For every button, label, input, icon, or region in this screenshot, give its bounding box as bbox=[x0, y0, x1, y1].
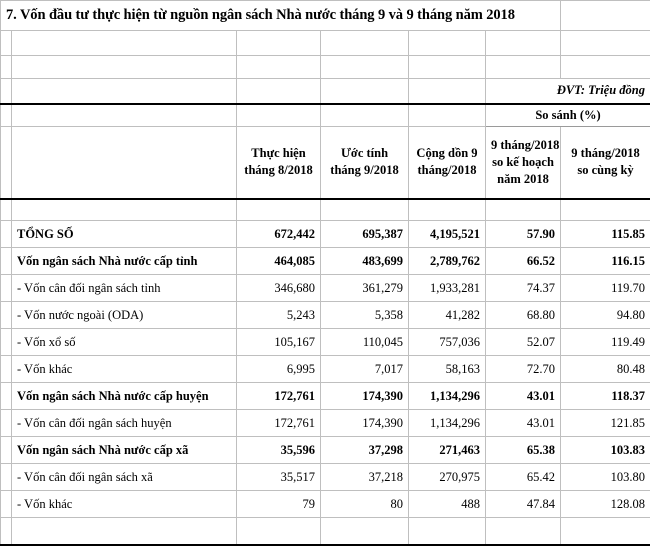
cell-value: 695,387 bbox=[321, 221, 409, 248]
table-row bbox=[1, 491, 650, 518]
row-label: Vốn ngân sách Nhà nước cấp tỉnh bbox=[12, 248, 237, 275]
row-edge-cell bbox=[1, 383, 12, 410]
cell-value: 121.85 bbox=[561, 410, 650, 437]
cell-value: 174,390 bbox=[321, 410, 409, 437]
table-row bbox=[1, 356, 650, 383]
cell-value: 35,596 bbox=[237, 437, 321, 464]
cell-value: 37,218 bbox=[321, 464, 409, 491]
row-label: - Vốn khác bbox=[12, 356, 237, 383]
header-col5-line2: so cùng kỳ bbox=[577, 163, 633, 177]
header-blank-col2 bbox=[321, 104, 409, 127]
row-label: Vốn ngân sách Nhà nước cấp xã bbox=[12, 437, 237, 464]
header-col1-line1: Thực hiện bbox=[251, 146, 305, 160]
cell-value: 116.15 bbox=[561, 248, 650, 275]
header-col4-line3: năm 2018 bbox=[497, 172, 549, 186]
unit-row bbox=[1, 79, 650, 104]
cell-value: 80 bbox=[321, 491, 409, 518]
cell-value: 5,243 bbox=[237, 302, 321, 329]
table-row bbox=[1, 383, 650, 410]
cell-value: 94.80 bbox=[561, 302, 650, 329]
row-edge-cell bbox=[1, 356, 12, 383]
cell-value: 270,975 bbox=[409, 464, 486, 491]
cell-value: 115.85 bbox=[561, 221, 650, 248]
header-col2 bbox=[321, 127, 409, 199]
table-body bbox=[1, 221, 650, 518]
table-row bbox=[1, 329, 650, 356]
header-col5 bbox=[561, 127, 650, 199]
cell-value: 65.38 bbox=[486, 437, 561, 464]
blank-cell bbox=[561, 31, 650, 56]
table-row bbox=[1, 248, 650, 275]
row-edge-cell bbox=[1, 410, 12, 437]
row-edge-cell bbox=[1, 104, 12, 127]
header-col4-line1: 9 tháng/2018 bbox=[491, 138, 559, 152]
header-col4 bbox=[486, 127, 561, 199]
header-col4-line2: so kế hoạch bbox=[492, 155, 554, 169]
row-label: - Vốn xổ số bbox=[12, 329, 237, 356]
cell-value: 464,085 bbox=[237, 248, 321, 275]
row-label: TỔNG SỐ bbox=[12, 221, 237, 248]
blank-cell bbox=[237, 518, 321, 545]
header-col2-line2: tháng 9/2018 bbox=[330, 163, 398, 177]
table-row bbox=[1, 302, 650, 329]
trailing-blank-row bbox=[1, 518, 650, 545]
header-blank-col3 bbox=[409, 104, 486, 127]
blank-cell bbox=[321, 79, 409, 104]
cell-value: 68.80 bbox=[486, 302, 561, 329]
cell-value: 346,680 bbox=[237, 275, 321, 302]
page-title: 7. Vốn đầu tư thực hiện từ nguồn ngân sách Nhà nước tháng 9 và 9 tháng năm 2018 bbox=[1, 1, 561, 31]
cell-value: 41,282 bbox=[409, 302, 486, 329]
blank-row-1 bbox=[1, 31, 650, 56]
table-row bbox=[1, 275, 650, 302]
cell-value: 119.70 bbox=[561, 275, 650, 302]
cell-value: 672,442 bbox=[237, 221, 321, 248]
cell-value: 1,134,296 bbox=[409, 383, 486, 410]
blank-cell bbox=[409, 31, 486, 56]
cell-value: 1,933,281 bbox=[409, 275, 486, 302]
cell-value: 361,279 bbox=[321, 275, 409, 302]
row-label: - Vốn cân đối ngân sách xã bbox=[12, 464, 237, 491]
cell-value: 65.42 bbox=[486, 464, 561, 491]
blank-cell bbox=[237, 56, 321, 79]
blank-cell bbox=[409, 79, 486, 104]
cell-value: 174,390 bbox=[321, 383, 409, 410]
blank-cell bbox=[237, 199, 321, 221]
table-row bbox=[1, 464, 650, 491]
row-edge-cell bbox=[1, 302, 12, 329]
row-edge-cell bbox=[1, 199, 12, 221]
row-label: - Vốn cân đối ngân sách tỉnh bbox=[12, 275, 237, 302]
blank-cell bbox=[561, 56, 650, 79]
blank-cell bbox=[321, 56, 409, 79]
cell-value: 118.37 bbox=[561, 383, 650, 410]
header-col5-line1: 9 tháng/2018 bbox=[571, 146, 639, 160]
header-blank-label bbox=[12, 104, 237, 127]
cell-value: 105,167 bbox=[237, 329, 321, 356]
header-blank-col1 bbox=[237, 104, 321, 127]
cell-value: 128.08 bbox=[561, 491, 650, 518]
row-edge-cell bbox=[1, 437, 12, 464]
blank-cell bbox=[12, 56, 237, 79]
cell-value: 271,463 bbox=[409, 437, 486, 464]
blank-cell bbox=[409, 56, 486, 79]
cell-value: 5,358 bbox=[321, 302, 409, 329]
header-col3-line2: tháng/2018 bbox=[417, 163, 476, 177]
row-edge-cell bbox=[1, 275, 12, 302]
cell-value: 488 bbox=[409, 491, 486, 518]
header-label-column bbox=[12, 127, 237, 199]
blank-cell bbox=[561, 199, 650, 221]
cell-value: 37,298 bbox=[321, 437, 409, 464]
cell-value: 483,699 bbox=[321, 248, 409, 275]
header-col2-line1: Ước tính bbox=[341, 146, 388, 160]
cell-value: 72.70 bbox=[486, 356, 561, 383]
row-edge-cell bbox=[1, 329, 12, 356]
cell-value: 757,036 bbox=[409, 329, 486, 356]
blank-cell bbox=[321, 518, 409, 545]
table-row bbox=[1, 437, 650, 464]
row-edge-cell bbox=[1, 518, 12, 545]
row-edge-cell bbox=[1, 248, 12, 275]
unit-label: ĐVT: Triệu đồng bbox=[486, 79, 650, 104]
row-label: - Vốn khác bbox=[12, 491, 237, 518]
blank-cell bbox=[486, 518, 561, 545]
blank-cell bbox=[321, 31, 409, 56]
cell-value: 79 bbox=[237, 491, 321, 518]
table-row bbox=[1, 221, 650, 248]
cell-value: 172,761 bbox=[237, 410, 321, 437]
blank-cell bbox=[12, 518, 237, 545]
table-row bbox=[1, 410, 650, 437]
header-gap-row bbox=[1, 199, 650, 221]
row-edge-cell bbox=[1, 221, 12, 248]
cell-value: 74.37 bbox=[486, 275, 561, 302]
cell-value: 4,195,521 bbox=[409, 221, 486, 248]
cell-value: 119.49 bbox=[561, 329, 650, 356]
header-group-row bbox=[1, 104, 650, 127]
row-label: - Vốn cân đối ngân sách huyện bbox=[12, 410, 237, 437]
blank-cell bbox=[321, 199, 409, 221]
cell-value: 57.90 bbox=[486, 221, 561, 248]
header-comparison-group: So sánh (%) bbox=[486, 104, 650, 127]
blank-cell bbox=[409, 518, 486, 545]
blank-cell bbox=[12, 79, 237, 104]
cell-value: 2,789,762 bbox=[409, 248, 486, 275]
cell-value: 103.80 bbox=[561, 464, 650, 491]
cell-value: 6,995 bbox=[237, 356, 321, 383]
blank-cell bbox=[486, 56, 561, 79]
blank-cell bbox=[237, 79, 321, 104]
blank-cell bbox=[561, 518, 650, 545]
header-col1 bbox=[237, 127, 321, 199]
row-edge-cell bbox=[1, 56, 12, 79]
row-edge-cell bbox=[1, 491, 12, 518]
row-edge-cell bbox=[1, 464, 12, 491]
title-row bbox=[1, 1, 650, 31]
cell-value: 58,163 bbox=[409, 356, 486, 383]
cell-value: 172,761 bbox=[237, 383, 321, 410]
blank-cell bbox=[409, 199, 486, 221]
blank-cell bbox=[12, 199, 237, 221]
blank-cell bbox=[237, 31, 321, 56]
cell-value: 52.07 bbox=[486, 329, 561, 356]
cell-value: 43.01 bbox=[486, 410, 561, 437]
header-col1-line2: tháng 8/2018 bbox=[244, 163, 312, 177]
cell-value: 7,017 bbox=[321, 356, 409, 383]
header-col3 bbox=[409, 127, 486, 199]
cell-value: 103.83 bbox=[561, 437, 650, 464]
cell-value: 1,134,296 bbox=[409, 410, 486, 437]
cell-value: 43.01 bbox=[486, 383, 561, 410]
row-edge-cell bbox=[1, 79, 12, 104]
cell-value: 47.84 bbox=[486, 491, 561, 518]
header-row bbox=[1, 127, 650, 199]
row-edge-cell bbox=[1, 127, 12, 199]
cell-value: 110,045 bbox=[321, 329, 409, 356]
cell-value: 66.52 bbox=[486, 248, 561, 275]
blank-cell bbox=[486, 31, 561, 56]
row-label: Vốn ngân sách Nhà nước cấp huyện bbox=[12, 383, 237, 410]
title-trailing-cell bbox=[561, 1, 650, 31]
cell-value: 80.48 bbox=[561, 356, 650, 383]
header-col3-line1: Cộng dồn 9 bbox=[416, 146, 477, 160]
blank-cell bbox=[12, 31, 237, 56]
row-edge-cell bbox=[1, 31, 12, 56]
cell-value: 35,517 bbox=[237, 464, 321, 491]
row-label: - Vốn nước ngoài (ODA) bbox=[12, 302, 237, 329]
blank-row-2 bbox=[1, 56, 650, 79]
blank-cell bbox=[486, 199, 561, 221]
